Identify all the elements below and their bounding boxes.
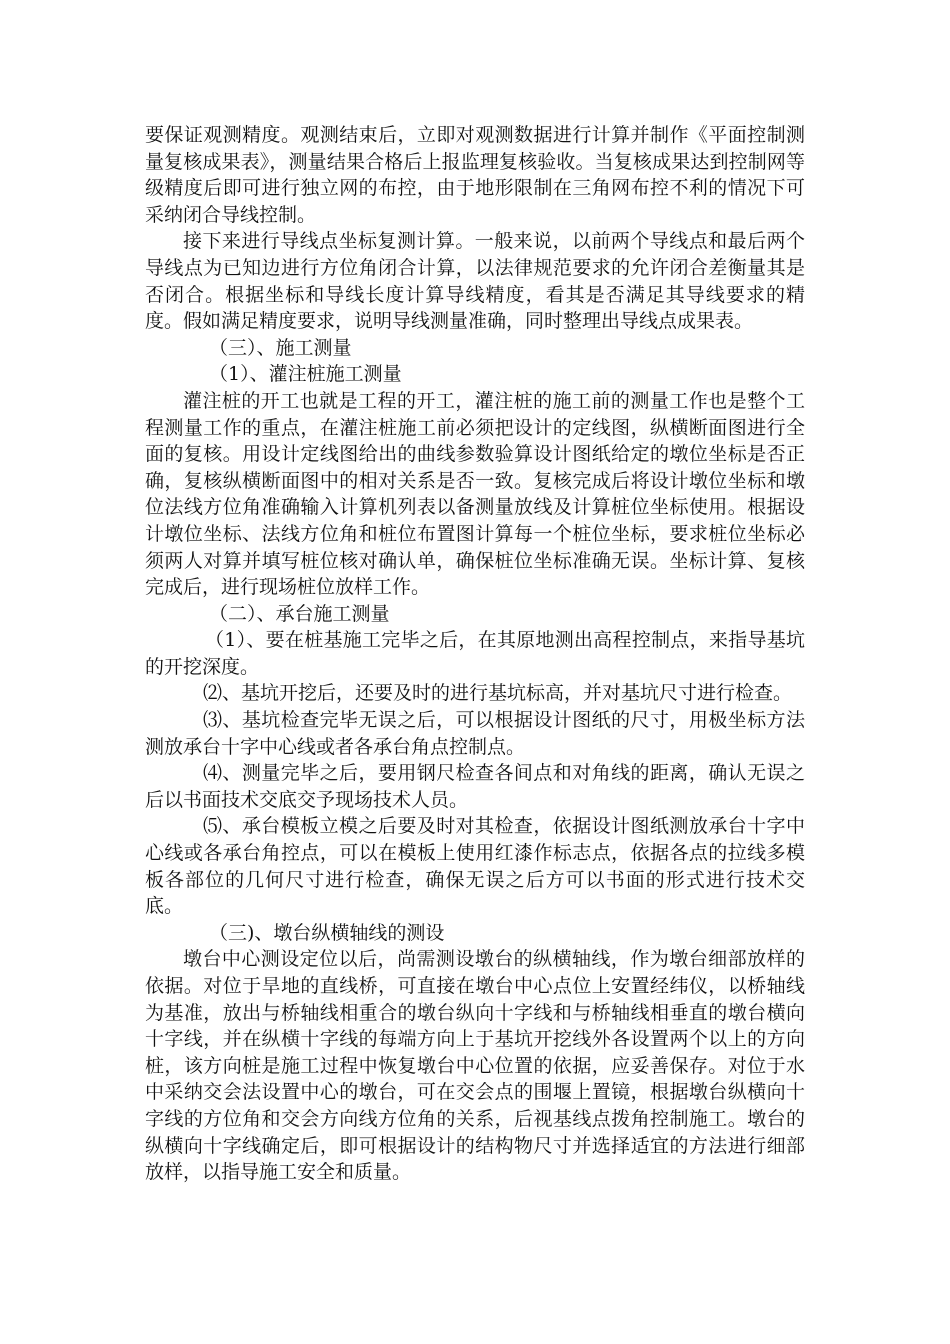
heading-pier-axis-layout: （三)、墩台纵横轴线的测设 [209,921,445,944]
paragraph-bored-pile: 灌注桩的开工也就是工程的开工，灌注桩的施工前的测量工作也是整个工程测量工作的重点，在灌注桩施工前必须把设计的定线图，纵横断面图进行全面的复核。用设计定线图给出的曲线参数验算设计图纸给定的墩位坐标是否正确，复核纵横断面图中的相对关系是否一致。复核完成后将设计墩位坐标和墩位法线方位角准确输入计算机列表以备测量放线及计算桩位坐标使用。根据设计墩位坐标、法线方位角和桩位布置图计算每一个桩位坐标，要求桩位坐标必须两人对算并填写桩位核对确认单，确保桩位坐标准确无误。坐标计算、复核完成后，进行现场桩位放样工作。 [145,389,805,599]
paragraph-observation-precision: 要保证观测精度。观测结束后，立即对观测数据进行计算并制作《平面控制测量复核成果表》，测量结果合格后上报监理复核验收。当复核成果达到控制网等级精度后即可进行独立网的布控，由于地形限制在三角网布控不利的情况下可采纳闭合导线控制。 [145,124,805,226]
heading-pile-cap-survey: （二）、承台施工测量 [209,602,390,625]
list-item-pile-cap-5: ⑸、承台模板立模之后要及时对其检查，依据设计图纸测放承台十字中心线或各承台角控点，可以在模板上使用红漆作标志点，依据各点的拉线多模板各部位的几何尺寸进行检查，确保无误之后方可以书面的形式进行技术交底。 [145,815,805,918]
heading-construction-survey: （三）、施工测量 [209,336,352,359]
list-item-pile-cap-1: （1）、要在桩基施工完毕之后，在其原地测出高程控制点，来指导基坑的开挖深度。 [145,629,805,678]
document-page [145,122,805,1186]
list-item-pile-cap-3: ⑶、基坑检查完毕无误之后，可以根据设计图纸的尺寸，用极坐标方法测放承台十字中心线或者各承台角点控制点。 [145,709,805,758]
paragraph-traverse-recheck: 接下来进行导线点坐标复测计算。一般来说，以前两个导线点和最后两个导线点为已知边进行方位角闭合计算，以法律规范要求的允许闭合差衡量其是否闭合。根据坐标和导线长度计算导线精度，看其是否满足其导线要求的精度。假如满足精度要求，说明导线测量准确，同时整理出导线点成果表。 [145,230,805,333]
list-item-pile-cap-2: ⑵、基坑开挖后，还要及时的进行基坑标高，并对基坑尺寸进行检查。 [203,682,793,705]
list-item-pile-cap-4: ⑷、测量完毕之后，要用钢尺检查各间点和对角线的距离，确认无误之后以书面技术交底交予现场技术人员。 [145,762,805,811]
paragraph-pier-axis: 墩台中心测设定位以后，尚需测设墩台的纵横轴线，作为墩台细部放样的依据。对位于旱地的直线桥，可直接在墩台中心点位上安置经纬仪，以桥轴线为基准，放出与桥轴线相重合的墩台纵向十字线和与桥轴线相垂直的墩台横向十字线，并在纵横十字线的每端方向上于基坑开挖线外各设置两个以上的方向桩，该方向桩是施工过程中恢复墩台中心位置的依据，应妥善保存。对位于水中采纳交会法设置中心的墩台，可在交会点的围堰上置镜，根据墩台纵横向十字线的方位角和交会方向线方位角的关系，后视基线点拨角控制施工。墩台的纵横向十字线确定后，即可根据设计的结构物尺寸并选择适宜的方法进行细部放样，以指导施工安全和质量。 [145,948,805,1184]
heading-bored-pile-survey: （1）、灌注桩施工测量 [209,363,402,386]
